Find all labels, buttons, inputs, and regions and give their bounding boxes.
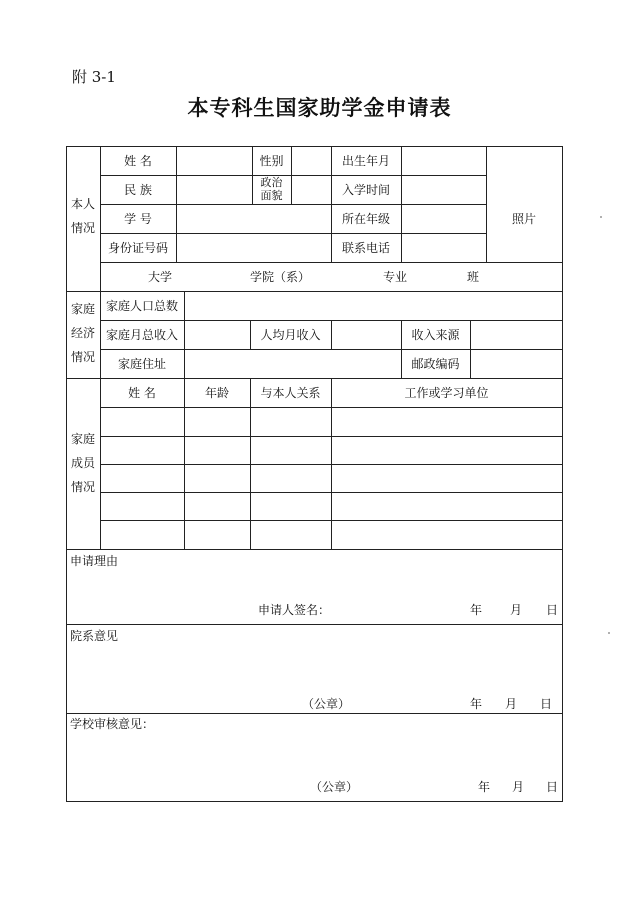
label-application-reason: 申请理由 [70,554,119,568]
section-economy-line1: 家庭 [70,302,95,316]
label-grade: 所在年级 [341,212,390,226]
label-monthly-income: 家庭月总收入 [105,328,178,342]
section-family-line3: 情况 [70,480,95,494]
label-college: 学院（系） [250,270,311,284]
label-department-seal: （公章） [302,697,351,711]
section-family-label [67,427,99,499]
label-income-source: 收入来源 [411,328,460,342]
section-economy-label [67,297,99,369]
label-school-seal: （公章） [310,780,359,794]
label-university: 大学 [148,270,173,284]
label-applicant-signature: 申请人签名： [258,603,331,617]
label-class: 班 [467,270,480,284]
label-political-line1: 政治 [260,176,283,189]
col-member-work-unit: 工作或学习单位 [404,386,489,400]
label-school-review: 学校审核意见： [70,717,155,731]
col-member-age: 年龄 [204,386,229,400]
scan-speck [600,216,602,218]
label-home-address: 家庭住址 [117,357,166,371]
label-enroll-date: 入学时间 [341,183,390,197]
label-political-status [252,176,291,202]
label-school-day: 日 [546,780,559,794]
label-department-opinion: 院系意见 [70,629,119,643]
label-household-size: 家庭人口总数 [105,299,178,313]
scan-speck [608,632,610,634]
label-school-month: 月 [512,780,525,794]
form-title: 本专科生国家助学金申请表 [187,95,452,120]
label-student-id: 学 号 [124,212,152,226]
col-member-name: 姓 名 [128,386,156,400]
table-border-bottom [66,801,563,802]
section-economy-line3: 情况 [70,350,95,364]
section-economy-line2: 经济 [70,326,95,340]
section-personal-line1: 本人 [70,197,95,211]
label-reason-day: 日 [546,603,559,617]
attachment-label: 附 3-1 [72,68,116,86]
label-ethnicity: 民 族 [124,183,152,197]
label-department-month: 月 [505,697,518,711]
label-department-year: 年 [470,697,483,711]
label-major: 专业 [383,270,408,284]
section-family-line2: 成员 [70,456,95,470]
photo-placeholder: 照片 [511,212,536,226]
label-phone: 联系电话 [341,241,390,255]
label-per-capita-income: 人均月收入 [260,328,321,342]
label-reason-year: 年 [470,603,483,617]
label-postal-code: 邮政编码 [411,357,460,371]
section-family-line1: 家庭 [70,432,95,446]
table-border-right [562,146,563,802]
label-school-year: 年 [478,780,491,794]
table-border-top [66,146,563,147]
label-name: 姓 名 [124,154,152,168]
label-gender: 性别 [259,154,284,168]
label-department-day: 日 [540,697,553,711]
label-id-number: 身份证号码 [107,241,168,255]
col-member-relation: 与本人关系 [260,386,321,400]
section-personal-line2: 情况 [70,221,95,235]
label-political-line2: 面貌 [260,189,283,202]
label-reason-month: 月 [510,603,523,617]
section-personal-label [67,192,99,240]
label-birth-date: 出生年月 [341,154,390,168]
